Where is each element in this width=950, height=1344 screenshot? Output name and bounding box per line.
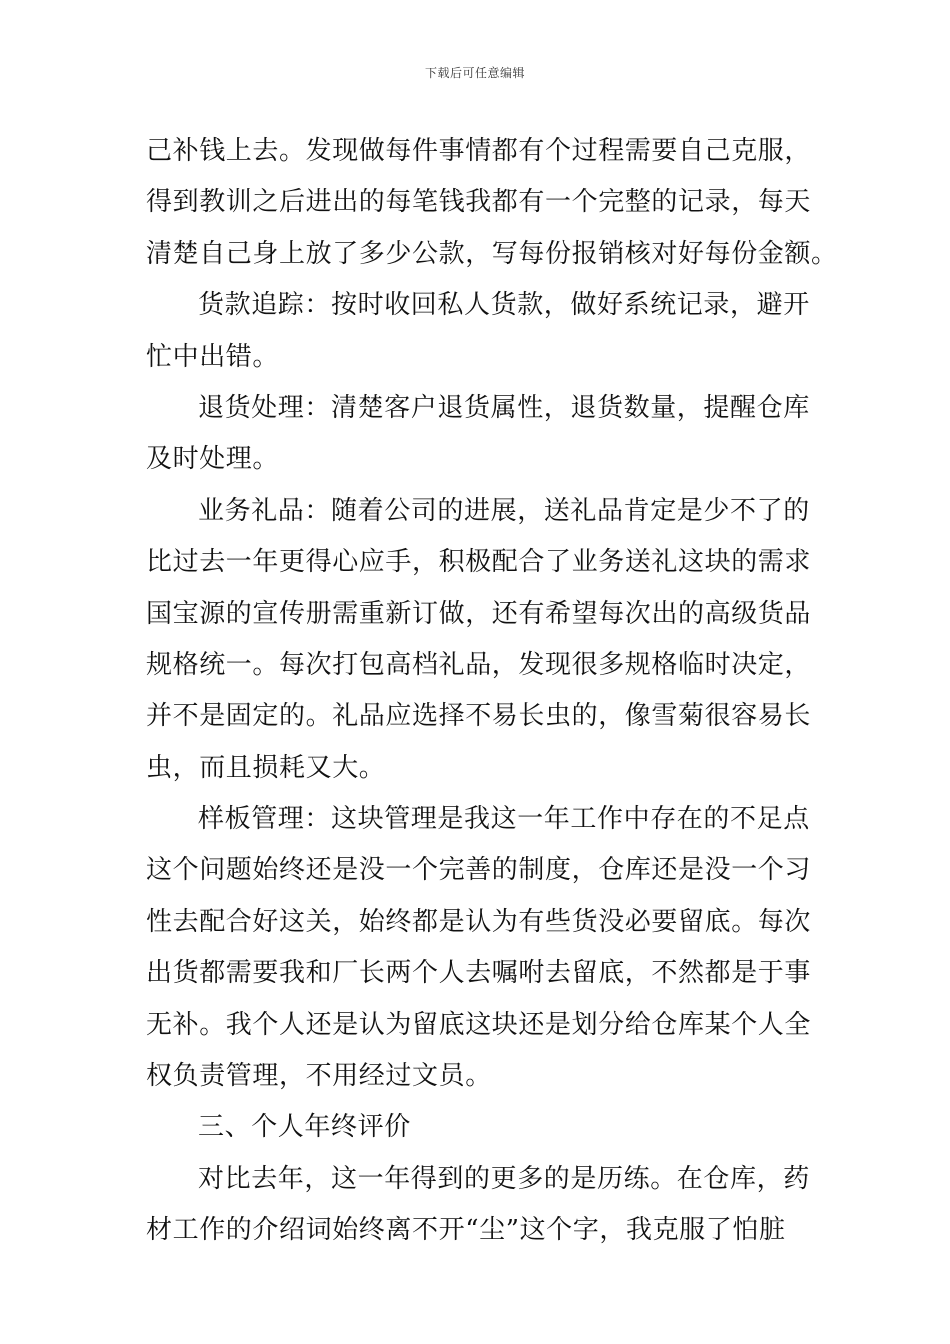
text-line-19: 权负责管理，不用经过文员。 — [146, 1061, 492, 1092]
text-line-4: 货款追踪：按时收回私人货款，做好系统记录，避开 — [198, 290, 810, 321]
text-line-13: 虫，而且损耗又大。 — [146, 752, 386, 783]
text-line-6: 退货处理：清楚客户退货属性，退货数量，提醒仓库 — [198, 392, 810, 423]
text-line-21: 对比去年，这一年得到的更多的是历练。在仓库，药 — [198, 1163, 810, 1194]
text-line-9: 比过去一年更得心应手，积极配合了业务送礼这块的需求 — [146, 547, 812, 578]
section-heading: 三、个人年终评价 — [198, 1112, 411, 1143]
document-body — [146, 126, 838, 1257]
text-line-14: 样板管理：这块管理是我这一年工作中存在的不足点 — [198, 804, 810, 835]
text-line-10: 国宝源的宣传册需重新订做，还有希望每次出的高级货品 — [146, 598, 812, 629]
text-line-17: 出货都需要我和厂长两个人去嘱咐去留底，不然都是于事 — [146, 958, 812, 989]
text-line-16: 性去配合好这关，始终都是认为有些货没必要留底。每次 — [146, 906, 812, 937]
text-line-18: 无补。我个人还是认为留底这块还是划分给仓库某个人全 — [146, 1009, 812, 1040]
text-line-22: 材工作的介绍词始终离不开“尘”这个字，我克服了怕脏 — [146, 1215, 786, 1246]
text-line-7: 及时处理。 — [146, 444, 280, 475]
text-line-5: 忙中出错。 — [146, 341, 280, 372]
text-line-3: 清楚自己身上放了多少公款，写每份报销核对好每份金额。 — [146, 238, 838, 269]
text-line-2: 得到教训之后进出的每笔钱我都有一个完整的记录，每天 — [146, 187, 812, 218]
header-note: 下载后可任意编辑 — [424, 66, 525, 80]
text-line-12: 并不是固定的。礼品应选择不易长虫的，像雪菊很容易长 — [146, 701, 812, 732]
text-line-15: 这个问题始终还是没一个完善的制度，仓库还是没一个习 — [146, 855, 812, 886]
text-line-8: 业务礼品：随着公司的进展，送礼品肯定是少不了的 — [198, 495, 810, 526]
text-line-1: 己补钱上去。发现做每件事情都有个过程需要自己克服， — [146, 136, 812, 166]
text-line-11: 规格统一。每次打包高档礼品，发现很多规格临时决定， — [146, 649, 812, 680]
